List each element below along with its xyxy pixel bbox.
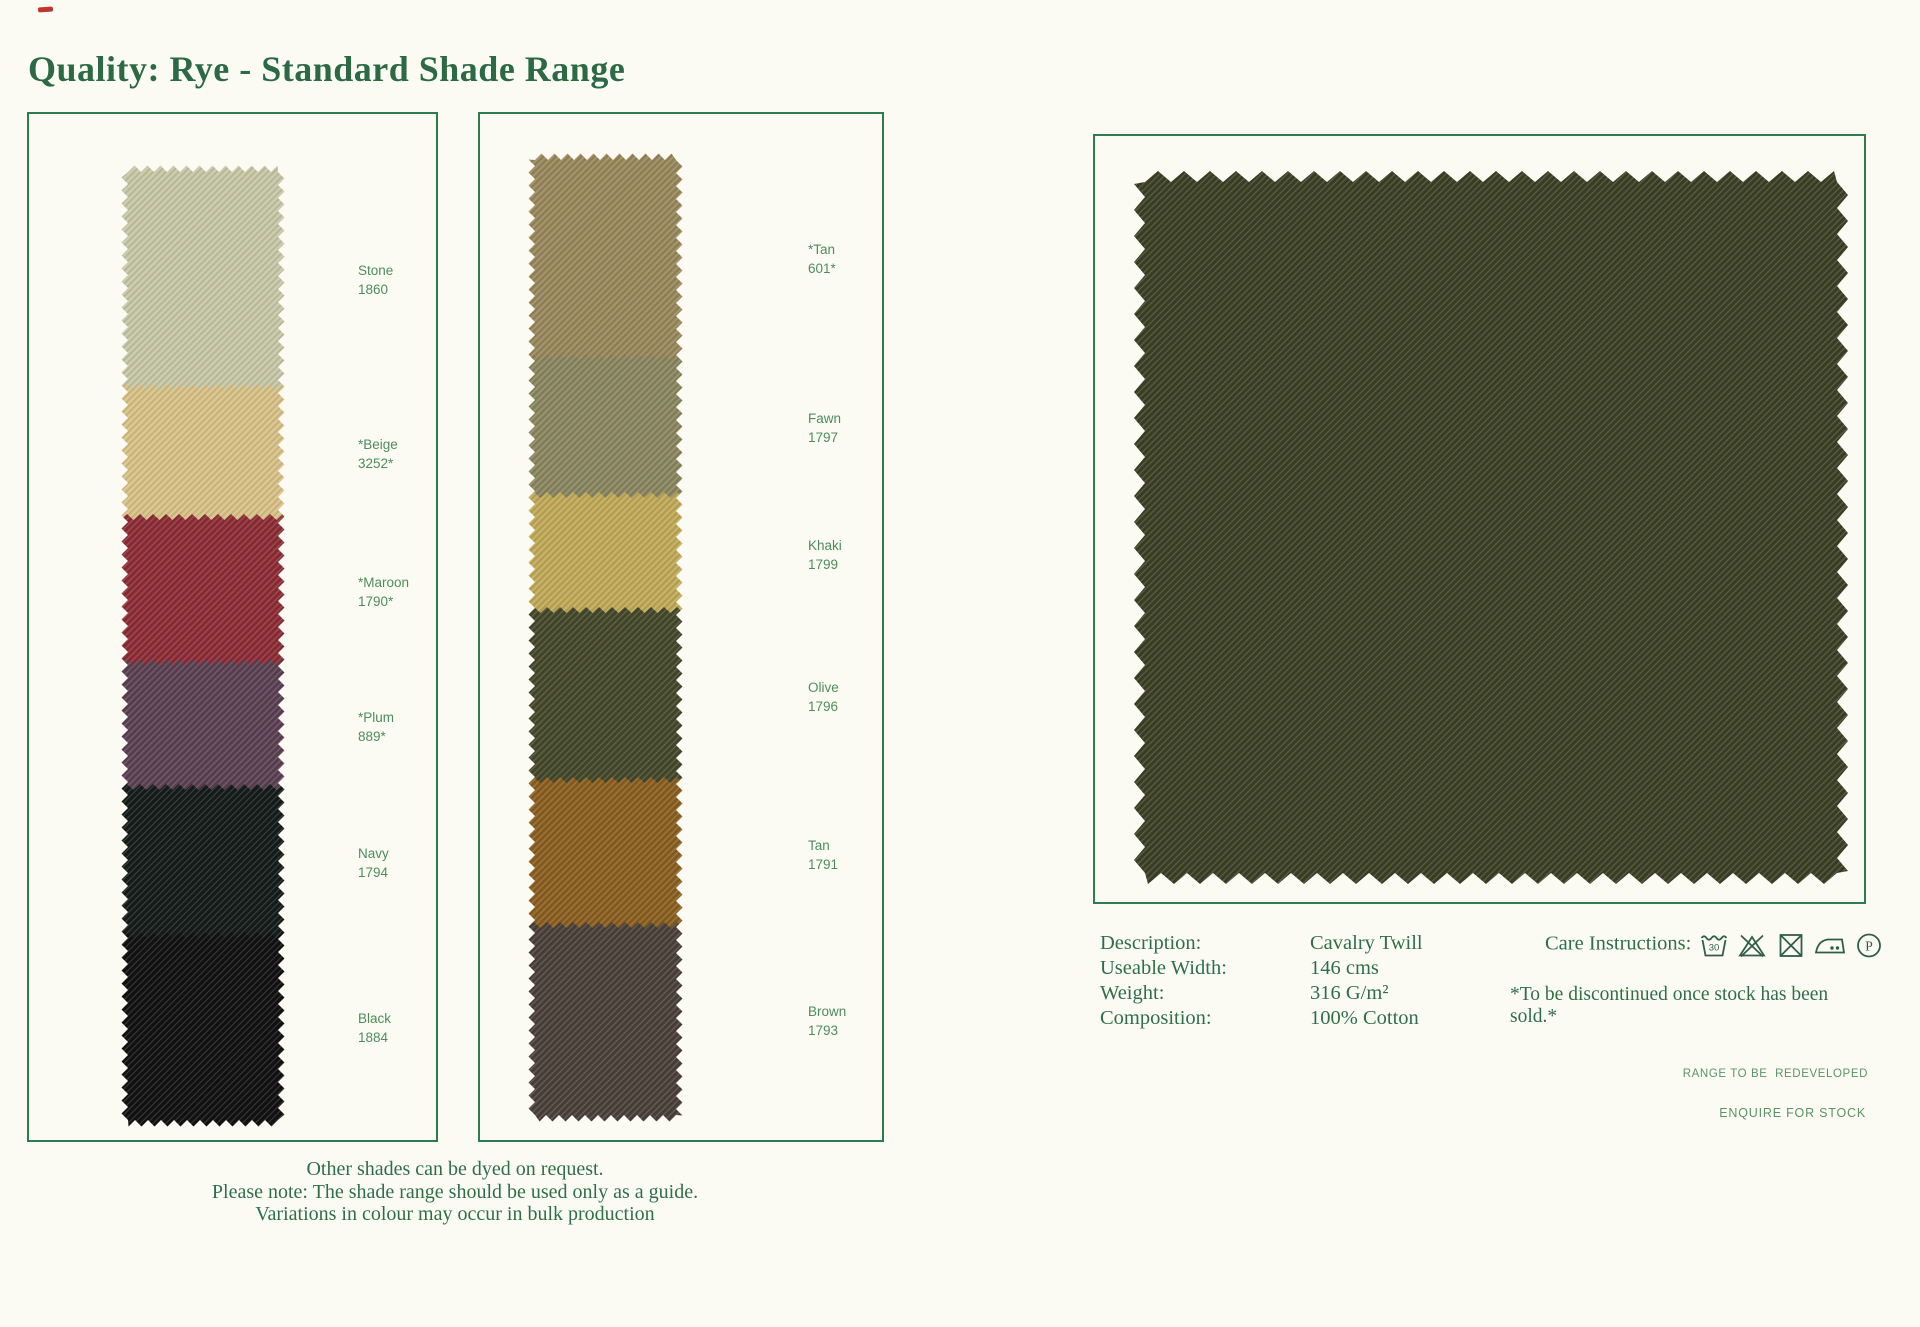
detail-label: Description:	[1100, 932, 1202, 954]
swatch-label-Tan: Tan 1791	[808, 837, 839, 872]
wash-30-icon	[1699, 930, 1729, 960]
svg-text:P: P	[1865, 938, 1873, 954]
swatch-label-Brown: Brown 1793	[808, 1003, 847, 1038]
iron-two-dots-icon	[1814, 930, 1846, 960]
swatch-label-Beige: *Beige 3252*	[358, 437, 398, 471]
footer-note	[155, 1158, 755, 1226]
swatch-label-Khaki: Khaki 1799	[808, 537, 842, 572]
do-not-tumble-dry-icon	[1776, 930, 1806, 960]
main-swatch	[1095, 136, 1864, 902]
swatch-label-Maroon: *Maroon 1790*	[358, 574, 410, 609]
footer-line-2: Please note: The shade range should be used only as a guide.	[211, 1180, 699, 1203]
detail-value: 100% Cotton	[1310, 1007, 1419, 1029]
fabric-details	[1100, 932, 1423, 1032]
detail-label: Weight:	[1100, 982, 1165, 1004]
detail-label: Useable Width:	[1100, 957, 1227, 979]
swatch-label-Navy: Navy 1794	[358, 846, 389, 880]
shade-strip-1	[29, 114, 436, 1140]
care-instructions	[1545, 930, 1887, 960]
shade-strip-2	[480, 114, 882, 1140]
svg-text:30: 30	[1709, 942, 1720, 954]
footer-line-3: Variations in colour may occur in bulk production	[255, 1203, 655, 1225]
shade-box-1	[27, 112, 438, 1142]
detail-label: Composition:	[1100, 1007, 1212, 1029]
detail-row-description	[1100, 932, 1423, 957]
swatch-label-Olive: Olive 1796	[808, 680, 839, 714]
shade-box-2	[478, 112, 884, 1142]
swatch-label-Fawn: Fawn 1797	[808, 411, 842, 445]
stock-note: ENQUIRE FOR STOCK	[1719, 1106, 1866, 1120]
care-icons	[1699, 930, 1887, 960]
swatch-label-Stone: Stone 1860	[358, 263, 394, 297]
swatch-label-Plum: *Plum 889*	[358, 709, 395, 744]
detail-row-width	[1100, 957, 1423, 982]
detail-value: 146 cms	[1310, 957, 1379, 979]
main-swatch-box	[1093, 134, 1866, 904]
detail-row-composition	[1100, 1007, 1423, 1032]
detail-value: 316 G/m²	[1310, 982, 1389, 1004]
care-instructions-label: Care Instructions:	[1545, 932, 1692, 955]
cavalry-twill-sample-svg	[1095, 136, 1861, 899]
discontinued-note: *To be discontinued once stock has been sold.*	[1510, 984, 1829, 1027]
swatch-label-Black: Black 1884	[358, 1011, 392, 1045]
page-title: Quality: Rye - Standard Shade Range	[28, 49, 626, 89]
range-note: RANGE TO BE REDEVELOPED	[1682, 1068, 1868, 1080]
swatch-label-Tan: *Tan 601*	[808, 242, 836, 276]
red-scan-mark	[38, 6, 53, 12]
detail-row-weight	[1100, 982, 1423, 1007]
footer-line-1: Other shades can be dyed on request.	[306, 1158, 604, 1180]
detail-value: Cavalry Twill	[1310, 932, 1423, 954]
do-not-bleach-icon	[1737, 930, 1767, 960]
dry-clean-p-icon	[1854, 930, 1884, 960]
